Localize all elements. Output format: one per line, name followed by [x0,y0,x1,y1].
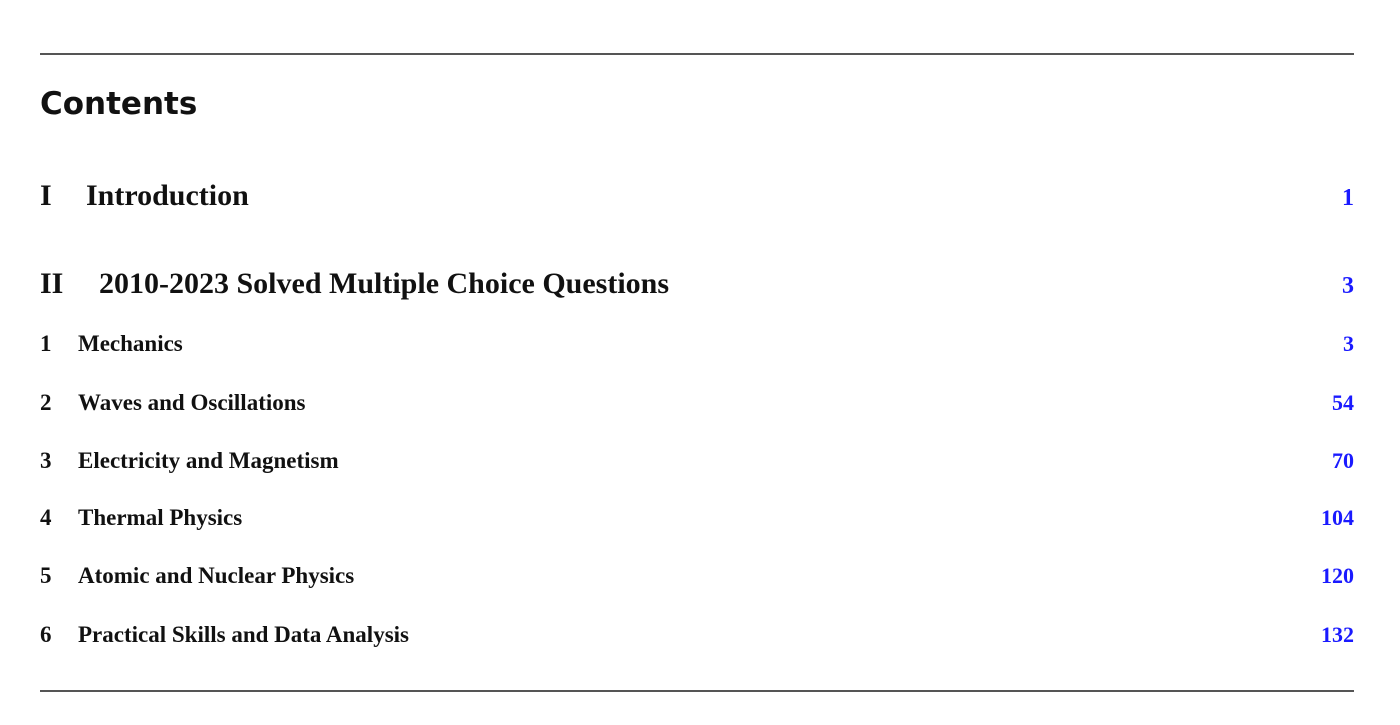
toc-chapter-electricity[interactable] [40,446,1354,476]
page-number-link[interactable]: 54 [1332,390,1354,415]
toc-part-solved-mcq[interactable] [40,266,1354,304]
top-rule [40,53,1354,55]
page-number-link[interactable]: 70 [1332,448,1354,473]
toc-chapter-thermal[interactable] [40,503,1354,533]
page-number-link[interactable]: 120 [1321,563,1354,588]
page-number-link[interactable]: 1 [1342,185,1354,211]
bottom-rule [40,690,1354,692]
chapter-title: Mechanics [78,331,183,356]
contents-heading: Contents [40,86,198,122]
chapter-title: Waves and Oscillations [78,390,306,415]
chapter-number: 1 [40,331,52,356]
toc-chapter-practical[interactable] [40,620,1354,650]
toc-chapter-atomic[interactable] [40,561,1354,591]
chapter-number: 3 [40,448,52,473]
part-number: II [40,267,64,300]
chapter-number: 4 [40,505,52,530]
page-number-link[interactable]: 3 [1342,273,1354,299]
toc-chapter-mechanics[interactable] [40,329,1354,359]
part-title: Introduction [86,179,249,212]
toc-part-introduction[interactable] [40,178,1354,216]
page-number-link[interactable]: 132 [1321,622,1354,647]
chapter-title: Practical Skills and Data Analysis [78,622,409,647]
part-title: 2010-2023 Solved Multiple Choice Questions [99,267,670,300]
page-number-link[interactable]: 104 [1321,505,1354,530]
chapter-title: Thermal Physics [78,505,243,530]
toc-chapter-waves[interactable] [40,388,1354,418]
chapter-title: Electricity and Magnetism [78,448,339,473]
page-number-link[interactable]: 3 [1343,331,1354,356]
part-number: I [40,179,52,212]
chapter-title: Atomic and Nuclear Physics [78,563,355,588]
chapter-number: 6 [40,622,52,647]
chapter-number: 5 [40,563,52,588]
chapter-number: 2 [40,390,52,415]
